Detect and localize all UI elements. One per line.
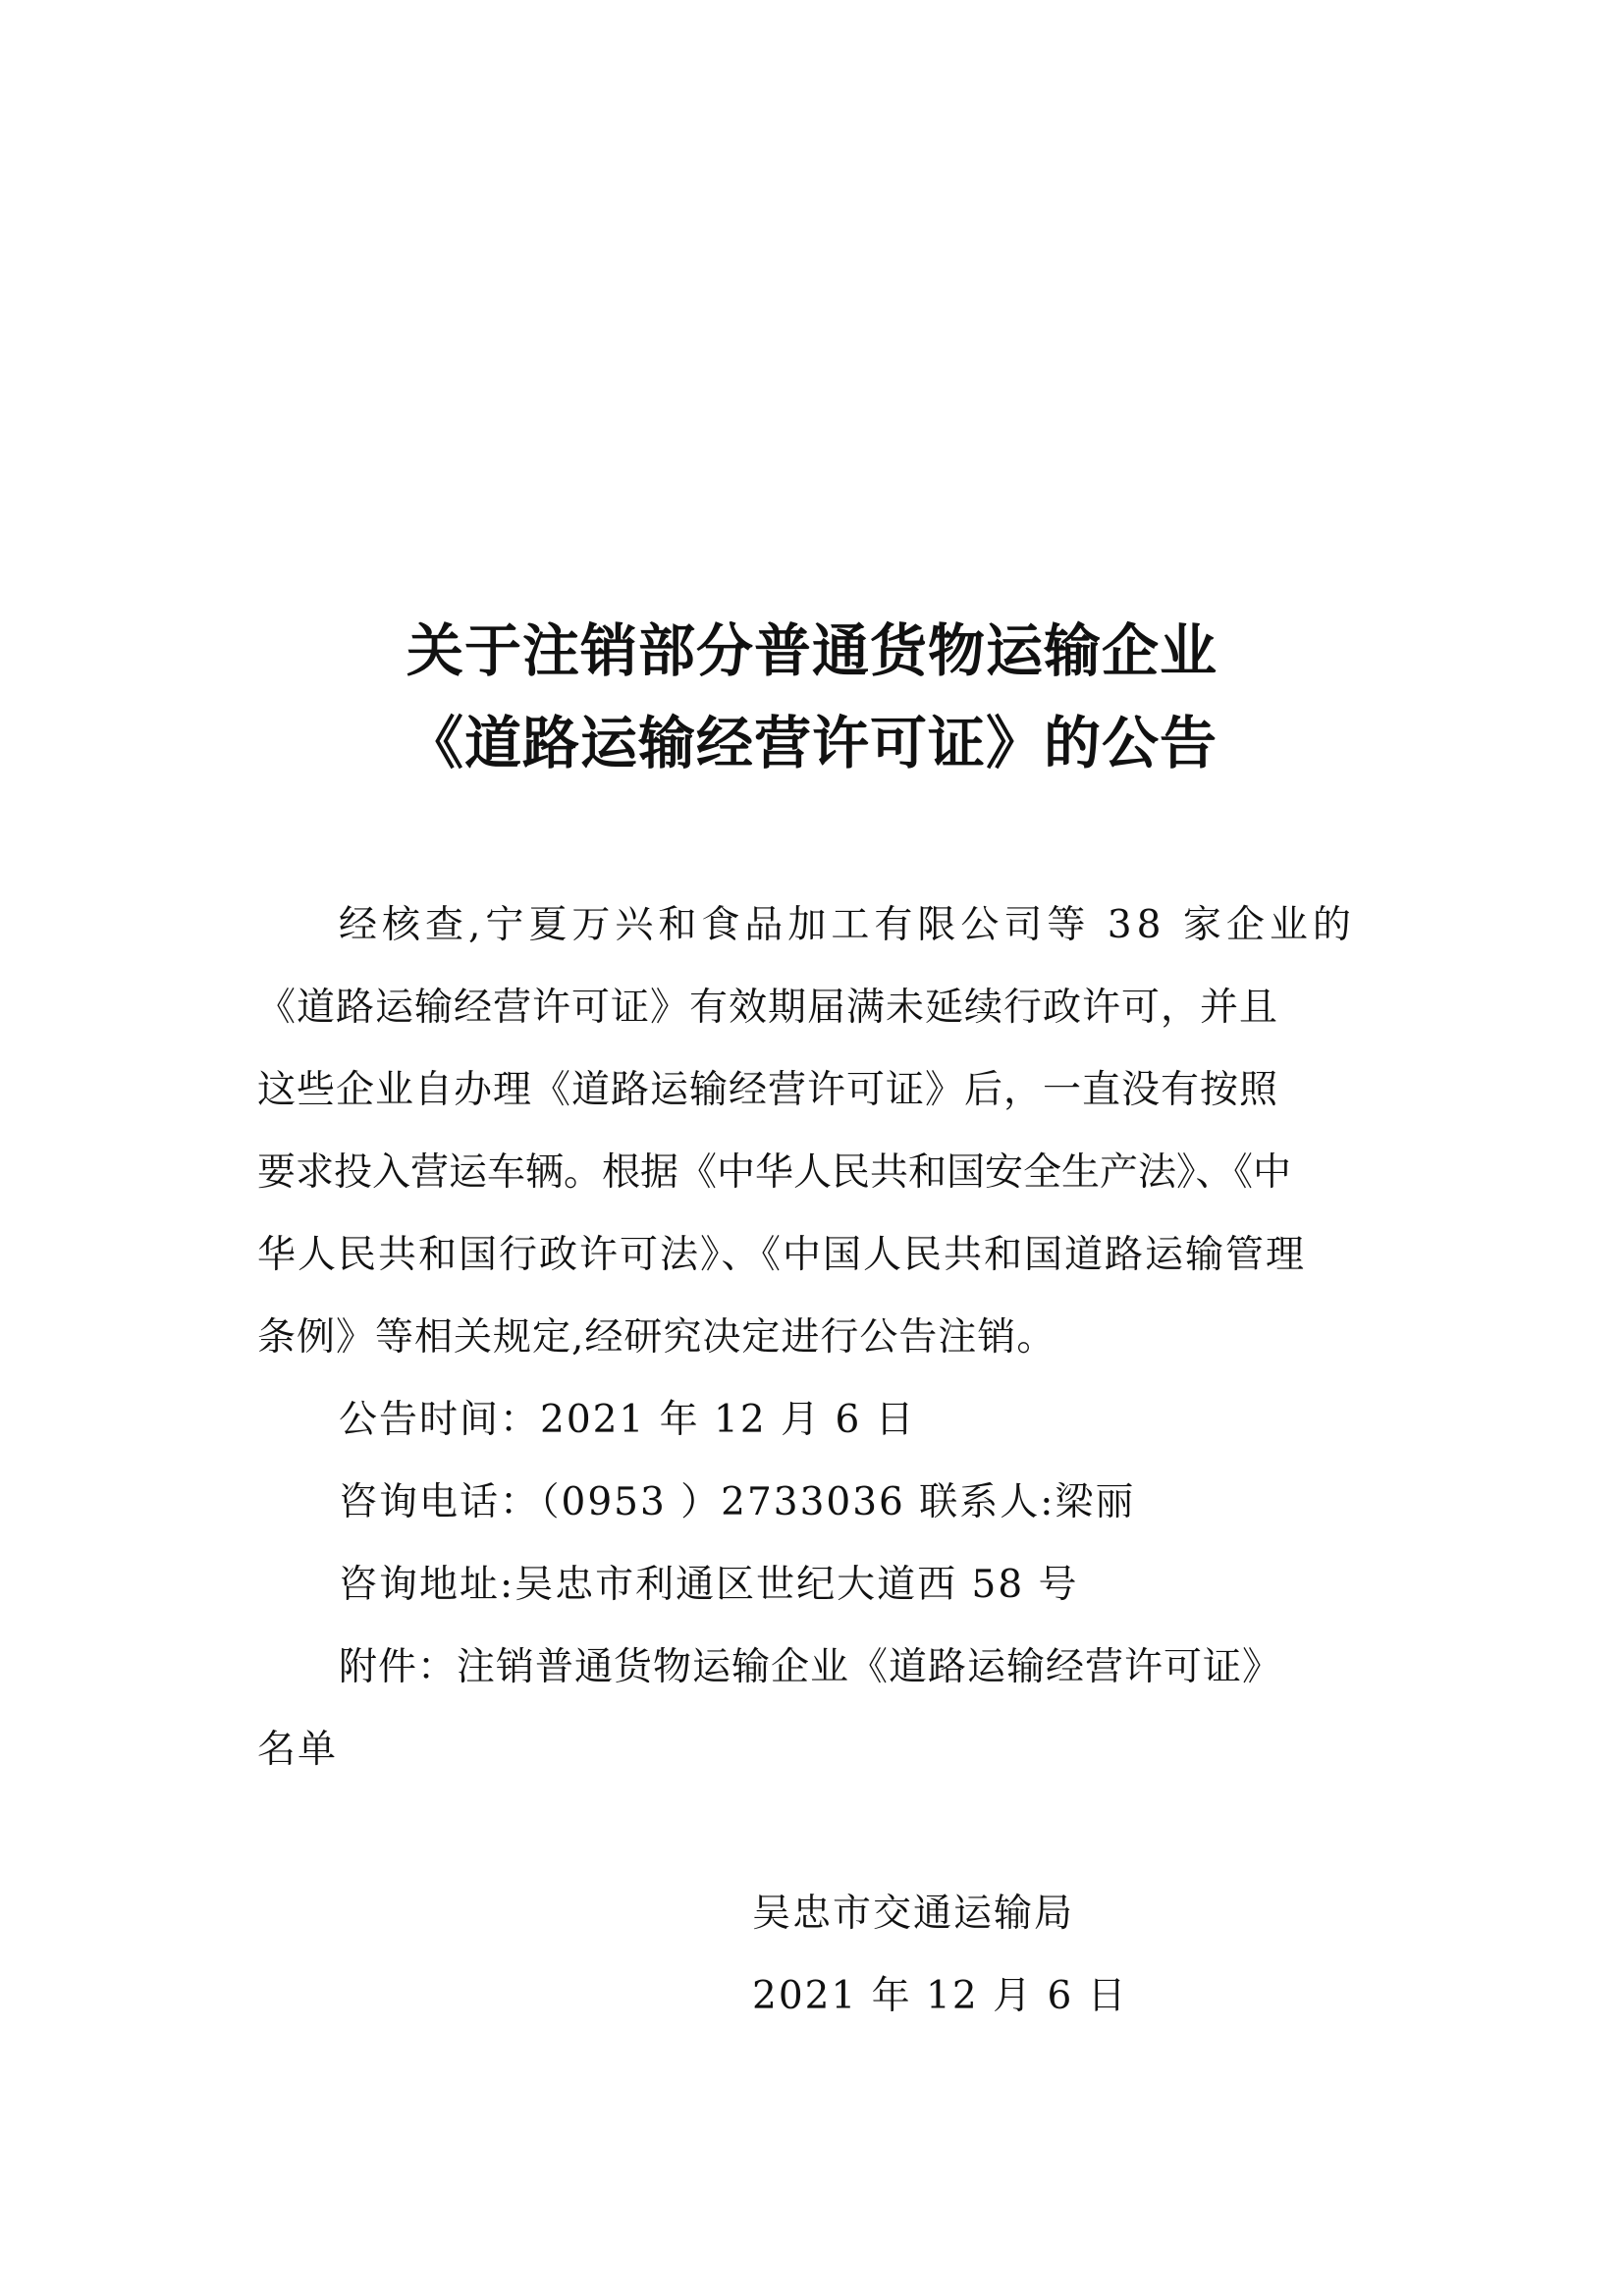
notice-time: 公告时间：2021 年 12 月 6 日: [339, 1398, 916, 1442]
body-paragraph-line: 华人民共和国行政许可法》、《中国人民共和国道路运输管理: [257, 1233, 1307, 1277]
document-title-line-2: 《道路运输经营许可证》的公告: [406, 710, 1218, 776]
attachment-line-1: 附件：注销普通货物运输企业《道路运输经营许可证》: [339, 1645, 1282, 1689]
issue-date: 2021 年 12 月 6 日: [752, 1974, 1128, 2018]
body-paragraph-line: 条例》等相关规定,经研究决定进行公告注销。: [257, 1315, 1056, 1360]
body-paragraph-line: 这些企业自办理《道路运输经营许可证》后，一直没有按照: [257, 1068, 1279, 1112]
body-paragraph-line: 要求投入营运车辆。根据《中华人民共和国安全生产法》、《中: [257, 1150, 1292, 1195]
issuer-signature: 吴忠市交通运输局: [752, 1892, 1075, 1936]
attachment-line-2: 名单: [257, 1728, 339, 1772]
body-paragraph-line: 《道路运输经营许可证》有效期届满未延续行政许可，并且: [257, 986, 1279, 1030]
document-title-line-1: 关于注销部分普通货物运输企业: [406, 617, 1218, 684]
consult-address: 咨询地址:吴忠市利通区世纪大道西 58 号: [339, 1563, 1079, 1607]
body-paragraph-line: 经核查,宁夏万兴和食品加工有限公司等 38 家企业的: [339, 903, 1356, 947]
consult-phone: 咨询电话：（0953 ）2733036 联系人:梁丽: [339, 1480, 1136, 1524]
